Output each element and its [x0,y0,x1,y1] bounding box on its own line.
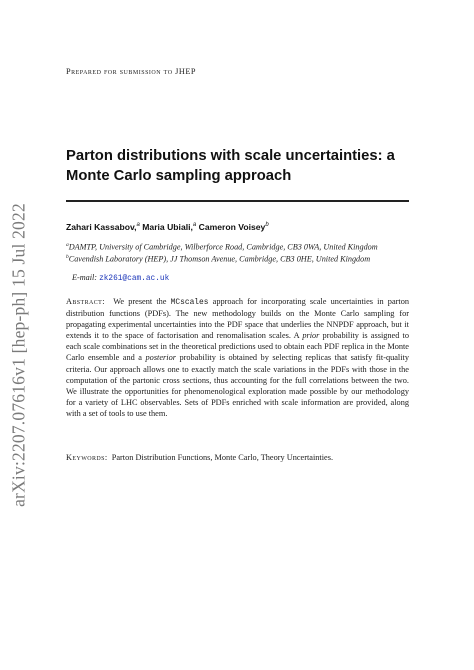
abstract-text: approach for incorporating scale uncertainties in parton distribution functions (PDFs). The new methodology builds on the Monte Carlo sampling for propagating experimental uncertainties into the PDF space that underlies the NNPDF approach, but it extends it to the space of factorisation and renomalisation scales. A [66,297,409,341]
affiliation-mark: b [66,254,69,260]
keywords-label: Keywords: [66,453,108,462]
abstract-emphasis: posterior [145,353,176,363]
affiliation-text: Cavendish Laboratory (HEP), JJ Thomson Avenue, Cambridge, CB3 0HE, United Kingdom [68,254,371,264]
affiliation-text: DAMTP, University of Cambridge, Wilberforce Road, Cambridge, CB3 0WA, United Kingdom [68,242,378,252]
keywords [66,453,409,462]
title-rule [66,200,409,202]
abstract-text: probability is obtained by selecting replicas that satisfy fit-quality criteria. Our approach allows one to exactly match the scale variations in the PDFs with those in the computation of the partonic cross sections, thus accounting for the full correlations between the two. We illustrate the opportunities for phenomenological exploration made possible by our methodology for a variety of LHC observables. Sets of PDFs enriched with scale information are provided, along with a set of tools to use them. [66,353,410,418]
arxiv-identifier [6,203,32,507]
affiliation [66,254,411,264]
author-list [66,222,411,232]
author-name: Cameron Voisey [198,222,266,232]
paper-title: Parton distributions with scale uncertainties: a Monte Carlo sampling approach [66,148,395,184]
software-name: MCscales [170,298,209,307]
abstract-label: Abstract: [66,297,105,306]
submission-note: Prepared for submission to JHEP [66,67,197,76]
author-affil-mark: b [265,222,269,229]
author-name: Maria Ubiali, [142,222,193,232]
contact-email [72,273,169,283]
email-link[interactable]: zk261@cam.ac.uk [99,275,170,283]
author-affil-mark: a [136,222,140,229]
abstract-text: probability is assigned to each scale combinations set in the theoretical predictions used to obtain each PDF replica in the Monte Carlo ensemble and a [66,331,409,363]
email-label: E-mail: [72,273,98,282]
abstract [66,296,409,419]
arxiv-identifier-text: arXiv:2207.07616v1 [hep-ph] 15 Jul 2022 [8,203,29,507]
keywords-text: Parton Distribution Functions, Monte Carlo, Theory Uncertainties. [111,453,334,462]
abstract-text: We present the [113,297,171,306]
affiliation-mark: a [66,242,69,248]
abstract-emphasis: prior [302,331,320,341]
author-affil-mark: a [192,222,197,229]
affiliation [66,242,411,252]
author-name: Zahari Kassabov, [66,222,137,232]
